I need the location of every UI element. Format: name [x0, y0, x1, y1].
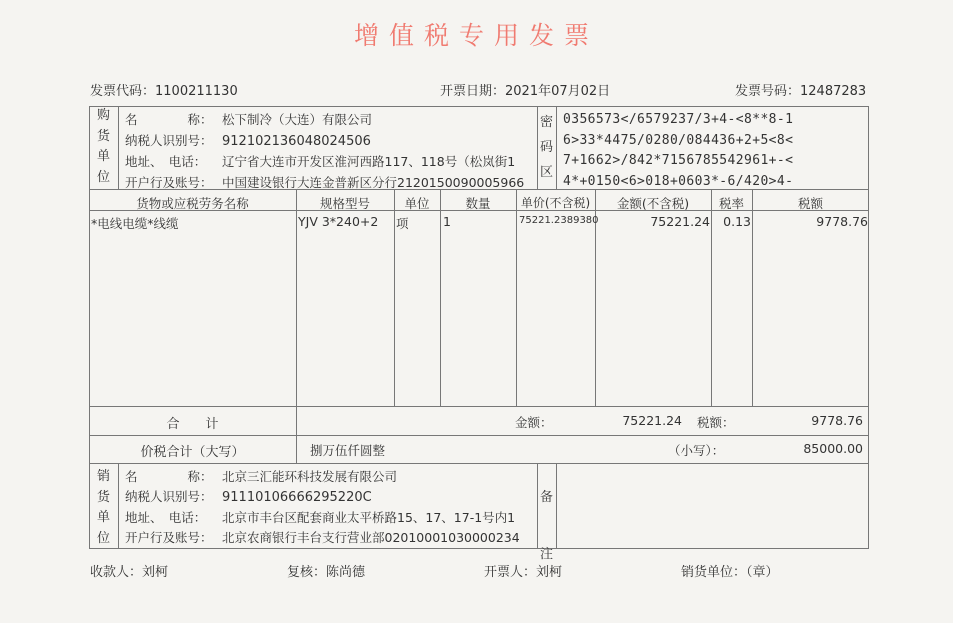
item-rate: 0.13 [723, 214, 751, 229]
remarks-side-label: 备 注 [539, 490, 553, 562]
invoice-title: 增值税专用发票 [353, 21, 599, 50]
seller-name-row [125, 467, 520, 487]
seller-address-row [125, 508, 520, 528]
col-header-amount: 金额(不含税) [616, 196, 690, 211]
item-price: 75221.2389380 [519, 215, 599, 226]
buyer-address: 辽宁省大连市开发区淮河西路117、118号（松岚街1 [222, 154, 516, 169]
total-tax-label: 税额： [697, 415, 735, 430]
buyer-taxid: 912102136048024506 [222, 133, 371, 149]
seller-taxid-label: 纳税人识别号： [125, 489, 213, 504]
cipher-block [563, 110, 793, 192]
col-header-price: 单价(不含税) [520, 196, 591, 210]
seller-name: 北京三汇能环科技发展有限公司 [222, 469, 398, 484]
buyer-name-label: 名 称： [125, 112, 213, 127]
reviewer-label: 复核： [287, 565, 327, 580]
seller-info [125, 467, 520, 548]
buyer-bank-label: 开户行及账号： [125, 174, 213, 190]
invoice-code [90, 80, 238, 99]
buyer-address-row [125, 152, 524, 173]
buyer-taxid-row [125, 131, 524, 153]
issuer-value: 刘柯 [536, 565, 563, 580]
item-name: *电线电缆*线缆 [91, 216, 179, 231]
issuer-label: 开票人： [484, 565, 537, 580]
grand-total-small-label: （小写）： [668, 443, 725, 458]
invoice-date [440, 80, 610, 99]
cipher-line: 4*+0150<6>018+0603*-6/420>4- [563, 173, 794, 189]
cipher-line: 7+1662>/842*7156785542961+-< [563, 153, 794, 168]
buyer-address-label: 地址、 电话： [125, 154, 207, 169]
buyer-taxid-label: 纳税人识别号： [125, 132, 213, 148]
seller-taxid-row [125, 487, 520, 508]
item-qty: 1 [443, 214, 451, 229]
seller-bank: 北京农商银行丰台支行营业部02010001030000234 [222, 530, 520, 545]
invoice-number-value: 12487283 [800, 84, 867, 99]
col-header-spec: 规格型号 [319, 196, 370, 211]
total-amount-label: 金额： [515, 415, 553, 430]
grand-total-label: 价税合计（大写） [140, 445, 245, 460]
grand-total-words: 捌万伍仟圆整 [310, 443, 386, 458]
col-header-unit: 单位 [404, 196, 430, 211]
invoice-code-value: 1100211130 [155, 84, 238, 99]
cipher-line: 0356573</6579237/3+4-<8**8-1 [563, 112, 794, 127]
grand-total-small: 85000.00 [803, 441, 863, 456]
item-amount: 75221.24 [650, 214, 710, 229]
footer-payee [90, 561, 168, 580]
buyer-name: 松下制冷（大连）有限公司 [222, 112, 373, 127]
cipher-line: 6>33*4475/0280/084436+2+5<8< [563, 132, 794, 148]
item-unit: 项 [396, 216, 409, 231]
item-tax: 9778.76 [816, 214, 868, 229]
buyer-info [125, 110, 524, 193]
seller-address: 北京市丰台区配套商业太平桥路15、17、17-1号内1 [222, 510, 516, 525]
total-label: 合 计 [166, 417, 219, 432]
invoice-code-label: 发票代码： [90, 84, 156, 99]
buyer-bank-row [125, 173, 524, 194]
seller-side-label: 销 货 单 位 [96, 469, 110, 546]
invoice-number-label: 发票号码： [735, 84, 801, 99]
total-tax: 9778.76 [811, 413, 863, 428]
col-header-rate: 税率 [718, 196, 744, 211]
item-spec: YJV 3*240+2 [298, 214, 379, 229]
col-header-tax: 税额 [797, 196, 823, 211]
col-header-qty: 数量 [465, 196, 491, 211]
payee-label: 收款人： [90, 565, 143, 580]
footer-seller-seal: 销货单位：（章） [681, 565, 779, 580]
remarks-area [557, 464, 868, 548]
invoice-date-value: 2021年07月02日 [505, 84, 611, 99]
seller-taxid: 91110106666295220C [222, 490, 372, 505]
footer-reviewer [287, 561, 365, 580]
seller-address-label: 地址、 电话： [125, 510, 207, 525]
col-header-name: 货物或应税劳务名称 [136, 196, 249, 211]
buyer-bank: 中国建设银行大连金普新区分行2120150090005966 [222, 174, 525, 190]
invoice-number [735, 80, 866, 99]
seller-name-label: 名 称： [125, 469, 213, 484]
invoice-date-label: 开票日期： [440, 84, 506, 99]
buyer-name-row [125, 110, 524, 131]
seller-bank-label: 开户行及账号： [125, 530, 213, 545]
footer-issuer [484, 561, 562, 580]
payee-value: 刘柯 [142, 565, 169, 580]
seller-bank-row [125, 528, 520, 548]
buyer-side-label: 购 货 单 位 [96, 108, 110, 185]
reviewer-value: 陈尚德 [326, 565, 366, 580]
total-amount: 75221.24 [622, 413, 682, 428]
cipher-side-label: 密 码 区 [539, 115, 553, 180]
